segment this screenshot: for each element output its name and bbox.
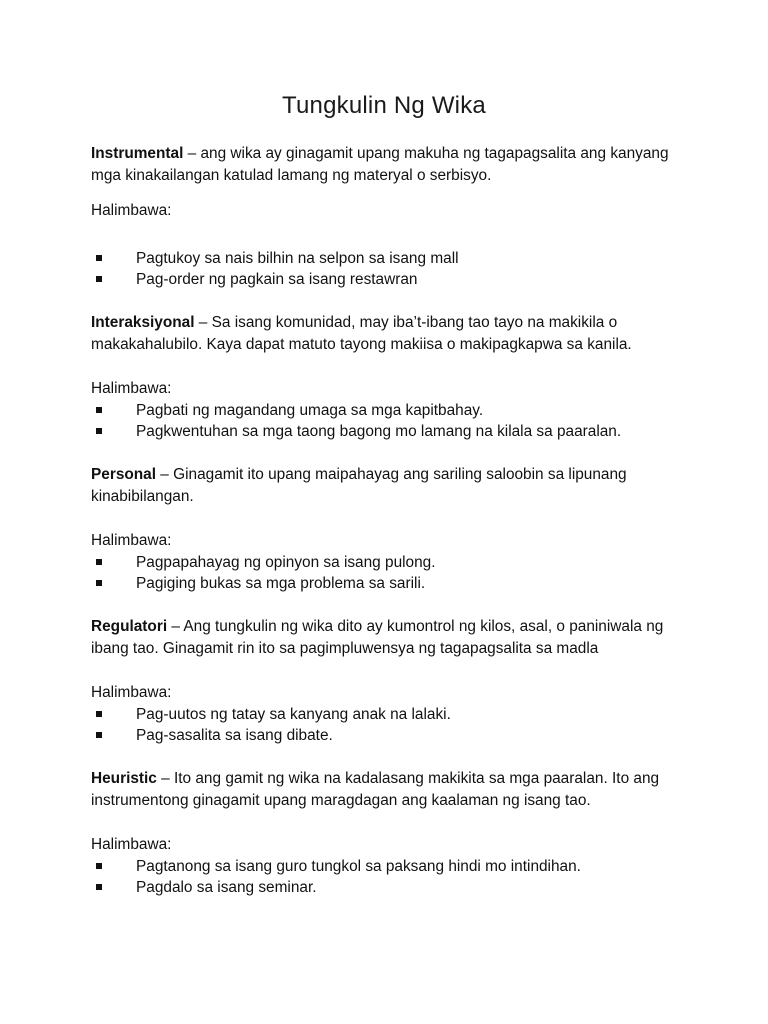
list-item [91, 248, 691, 269]
section-definition [91, 464, 691, 508]
list-item [91, 856, 691, 877]
example-label: Halimbawa: [91, 684, 172, 701]
square-bullet-icon [96, 255, 102, 261]
square-bullet-icon [96, 559, 102, 565]
list-item-text: Pag-uutos ng tatay sa kanyang anak na lalaki. [136, 706, 451, 723]
square-bullet-icon [96, 732, 102, 738]
section-definition [91, 312, 691, 356]
list-item [91, 400, 691, 421]
list-item-text: Pagdalo sa isang seminar. [136, 879, 317, 896]
document-title: Tungkulin Ng Wika [282, 92, 486, 119]
section-personal [91, 464, 691, 594]
example-label: Halimbawa: [91, 836, 172, 853]
list-item-text: Pagtanong sa isang guro tungkol sa paksang hindi mo intindihan. [136, 858, 581, 875]
section-definition [91, 768, 691, 812]
example-label: Halimbawa: [91, 532, 172, 549]
section-term: Heuristic [91, 770, 157, 787]
section-definition-text: – Sa isang komunidad, may iba’t-ibang tao tayo na makikila o makakahalubilo. Kaya dapat matuto tayong makiisa o makipagkapwa sa kanila. [91, 314, 632, 353]
list-item-text: Pagkwentuhan sa mga taong bagong mo lamang na kilala sa paaralan. [136, 423, 622, 440]
section-definition-text: – Ginagamit ito upang maipahayag ang sariling saloobin sa lipunang kinabibilangan. [91, 466, 627, 505]
square-bullet-icon [96, 863, 102, 869]
section-heuristic [91, 768, 691, 898]
list-item-text: Pag-order ng pagkain sa isang restawran [136, 271, 418, 288]
square-bullet-icon [96, 276, 102, 282]
square-bullet-icon [96, 428, 102, 434]
list-item [91, 269, 691, 290]
list-item [91, 573, 691, 594]
list-item [91, 725, 691, 746]
list-item [91, 421, 691, 442]
section-definition-text: – Ang tungkulin ng wika dito ay kumontrol ng kilos, asal, o paniniwala ng ibang tao. Ginagamit rin ito sa pagimpluwensya ng tagapagsalita sa madla [91, 618, 664, 657]
example-list [91, 552, 691, 594]
section-definition [91, 616, 691, 660]
list-item-text: Pagpapahayag ng opinyon sa isang pulong. [136, 554, 436, 571]
list-item [91, 552, 691, 573]
square-bullet-icon [96, 580, 102, 586]
section-definition-text: – ang wika ay ginagamit upang makuha ng tagapagsalita ang kanyang mga kinakailangan katulad lamang ng materyal o serbisyo. [91, 145, 669, 184]
section-term: Personal [91, 466, 157, 483]
section-regulatori [91, 616, 691, 746]
square-bullet-icon [96, 407, 102, 413]
square-bullet-icon [96, 884, 102, 890]
list-item-text: Pagtukoy sa nais bilhin na selpon sa isang mall [136, 250, 459, 267]
document-body [91, 143, 691, 898]
example-label: Halimbawa: [91, 202, 172, 219]
section-term: Instrumental [91, 145, 184, 162]
section-interaksiyonal [91, 312, 691, 442]
square-bullet-icon [96, 711, 102, 717]
section-instrumental [91, 143, 691, 290]
section-definition-text: – Ito ang gamit ng wika na kadalasang makikita sa mga paaralan. Ito ang instrumentong ginagamit upang maragdagan ang kaalaman ng isang tao. [91, 770, 660, 809]
example-list [91, 248, 691, 290]
example-list [91, 704, 691, 746]
example-label: Halimbawa: [91, 380, 172, 397]
example-list [91, 400, 691, 442]
section-definition [91, 143, 691, 187]
section-term: Regulatori [91, 618, 168, 635]
list-item [91, 877, 691, 898]
list-item [91, 704, 691, 725]
section-term: Interaksiyonal [91, 314, 195, 331]
list-item-text: Pagiging bukas sa mga problema sa sarili. [136, 575, 426, 592]
example-list [91, 856, 691, 898]
list-item-text: Pag-sasalita sa isang dibate. [136, 727, 333, 744]
list-item-text: Pagbati ng magandang umaga sa mga kapitbahay. [136, 402, 484, 419]
